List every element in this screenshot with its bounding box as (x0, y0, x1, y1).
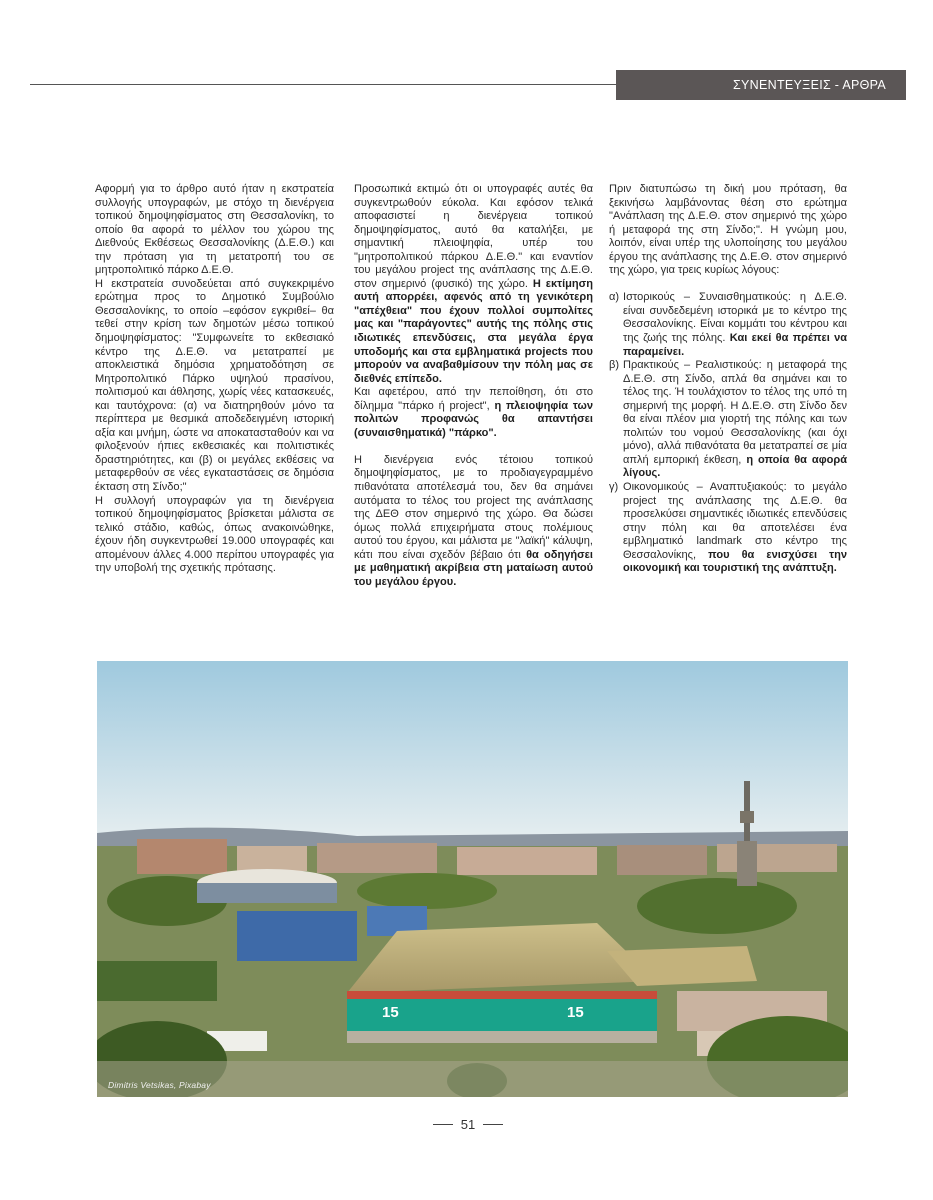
list-item (609, 481, 847, 576)
list-item-text (623, 291, 847, 359)
article-column-3 (609, 183, 847, 576)
pavilion-sign-number: 15 (567, 1004, 584, 1021)
page-number-dash (433, 1124, 453, 1125)
pavilion-sign-number: 15 (382, 1004, 399, 1021)
article-column-1 (95, 183, 334, 576)
paragraph-text: Προσωπικά εκτιμώ ότι οι υπογραφές αυτές θα συγκεντρωθούν εύκολα. Και εφόσον τελικά αποφασιστεί η διενέργεια τοπικού δημοψηφίσματος, αυτό θα καταλήξει, με σημαντική πλειοψηφία, υπέρ του "μητροπολιτικού πάρκου Δ.Ε.Θ." και εναντίον του μεγάλου project της ανάπλασης της Δ.Ε.Θ. στον σημερινό (φυσικό) της χώρο. (354, 183, 593, 290)
list-item-label: γ) (609, 480, 619, 493)
list-item-bold-text: η οποία θα αφορά λίγους. (623, 453, 847, 480)
list-item-text (623, 359, 847, 481)
section-tag-label: ΣΥΝΕΝΤΕΥΞΕΙΣ - ΑΡΘΡΑ (733, 78, 886, 92)
paragraph-bold-text: η πλειοψηφία των πολιτών προφανώς θα απαντήσει (συναισθηματικά) "πάρκο". (354, 399, 593, 439)
paragraph-bold-text: θα οδηγήσει με μαθηματική ακρίβεια στη ματαίωση αυτού του μεγάλου έργου. (354, 548, 593, 588)
list-item-body: Οικονομικούς – Αναπτυξιακούς: το μεγάλο project της ανάπλασης της Δ.Ε.Θ. θα προσελκύσει σημαντικές ιδιωτικές επενδύσεις στην πόλη και θα αποτελέσει ένα εμβληματικό landmark στο κέντρο της Θεσσαλονίκης, (623, 480, 847, 561)
paragraph-text: Και αφετέρου, από την πεποίθηση, ότι στο δίλημμα "πάρκο ή project", (354, 386, 593, 412)
list-item-text (623, 481, 847, 576)
header-rule (30, 84, 620, 85)
paragraph (354, 386, 593, 440)
page-number-value: 51 (460, 1116, 476, 1132)
paragraph-text: Η διενέργεια ενός τέτοιου τοπικού δημοψηφίσματος, με το προδιαγεγραμμένο πιθανότατα αποτέλεσμά του, δεν θα σημάνει αυτόματα το τέλος του project της ανάπλασης της ΔΕΘ στον σημερινό της χώρο. Θα δώσει όμως πολλά επιχειρήματα στους πολέμιους αυτού του έργου, και μάλιστα με "λαϊκή" κάλυψη, κάτι που είναι σχεδόν βέβαιο ότι (354, 453, 593, 561)
list-item (609, 291, 847, 359)
paragraph: Αφορμή για το άρθρο αυτό ήταν η εκστρατεία συλλογής υπογραφών, με στόχο τη διενέργεια τοπικού δημοψηφίσματος στη Θεσσαλονίκη, το οποίο θα αφορά το μέλλον του χώρου της Διεθνούς Εκθέσεως Θεσσαλονίκης (Δ.Ε.Θ.) και την πρόταση για τη μετατροπή του σε μητροπολιτικό πάρκο Δ.Ε.Θ. (95, 183, 334, 277)
list-item-label: α) (609, 291, 620, 304)
paragraph (354, 183, 593, 386)
page-number-dash (483, 1124, 503, 1125)
paragraph (354, 454, 593, 589)
list-item-bold-text: Και εκεί θα πρέπει να παραμείνει. (623, 331, 847, 358)
list-item-label: β) (609, 359, 620, 372)
list-item-body: Ιστορικούς – Συναισθηματικούς: η Δ.Ε.Θ. είναι συνδεδεμένη ιστορικά με το κέντρο της Θεσσαλονίκης. Είναι κομμάτι του κέντρου και της ζωής της πόλης. (623, 291, 847, 344)
list-item (609, 359, 847, 481)
section-tag (616, 70, 906, 100)
list-item-body: Πρακτικούς – Ρεαλιστικούς: η μεταφορά της Δ.Ε.Θ. στη Σίνδο, απλά θα σημάνει και το τέλος της. Ή τουλάχιστον το τέλος της υπό τη σημερινή της μορφή. Η Δ.Ε.Θ. στη Σίνδο δεν θα είναι πλέον μια γιορτή της πόλης και των πολιτών του νομού Θεσσαλονίκης (και όχι μόνο), αλλά πιθανότατα θα μετατραπεί σε μία απλή εμπορική έκθεση, (623, 359, 847, 466)
paragraph: Η συλλογή υπογραφών για τη διενέργεια τοπικού δημοψηφίσματος βρίσκεται μάλιστα σε τελικό στάδιο, καθώς, όπως ανακοινώθηκε, έχουν ήδη συγκεντρωθεί 19.000 υπογραφές και απομένουν άλλες 4.000 περίπου υπογραφές για την υποβολή της σχετικής πρότασης. (95, 494, 334, 575)
list-item-bold-text: που θα ενισχύσει την οικονομική και τουριστική της ανάπτυξη. (623, 548, 847, 575)
paragraph: Πριν διατυπώσω τη δική μου πρόταση, θα ξεκινήσω λαμβάνοντας θέση στο ερώτημα "Ανάπλαση της Δ.Ε.Θ. στον σημερινό της χώρο ή μεταφορά της στη Σίνδο;". Η γνώμη μου, λοιπόν, είναι υπέρ της υλοποίησης του μεγάλου έργου της ανάπλασης της Δ.Ε.Θ. στον σημερινό της χώρο, για τρεις κυρίως λόγους: (609, 183, 847, 277)
paragraph: Η εκστρατεία συνοδεύεται από συγκεκριμένο ερώτημα προς το Δημοτικό Συμβούλιο Θεσσαλονίκης, το οποίο –εφόσον εγκριθεί– θα τεθεί στην κρίση των δημοτών μέσω τοπικού δημοψηφίσματος: "Συμφωνείτε το εκθεσιακό κέντρο της Δ.Ε.Θ. να μετατραπεί με αποκλειστικά δημόσια χρηματοδότηση σε Μητροπολιτικό Πάρκο υψηλού πρασίνου, πολιτισμού και άθλησης, χωρίς νέες κατασκευές, και ταυτόχρονα: (α) να διατηρηθούν μόνο τα περίπτερα με θεσμικά αποδεδειγμένη ιστορική αξία και μνήμη, ώστε να αποκατασταθούν και να φιλοξενούν ήπιες εκθεσιακές και πολιτιστικές δραστηριότητες, και (β) οι μεγάλες εκθέσεις να μεταφερθούν σε νέες εγκαταστάσεις σε δημόσια έκταση στη Σίνδο;" (95, 277, 334, 494)
aerial-photo-thessaloniki-fair (97, 661, 848, 1097)
page-number (428, 1112, 508, 1136)
paragraph-bold-text: Η εκτίμηση αυτή απορρέει, αφενός από τη γενικότερη "απέχθεια" που έχουν πολλοί συμπολίτες μας και "παράγοντες" αυτής της πόλης στις ιδιωτικές επενδύσεις, στα μεγάλα έργα υποδομής και στα εμβληματικά projects που μπορούν να αναβαθμίσουν την πόλη μας σε διεθνές επίπεδο. (354, 277, 593, 385)
article-column-2 (354, 183, 593, 589)
photo-credit: Dimitris Vetsikas, Pixabay (108, 1080, 211, 1090)
